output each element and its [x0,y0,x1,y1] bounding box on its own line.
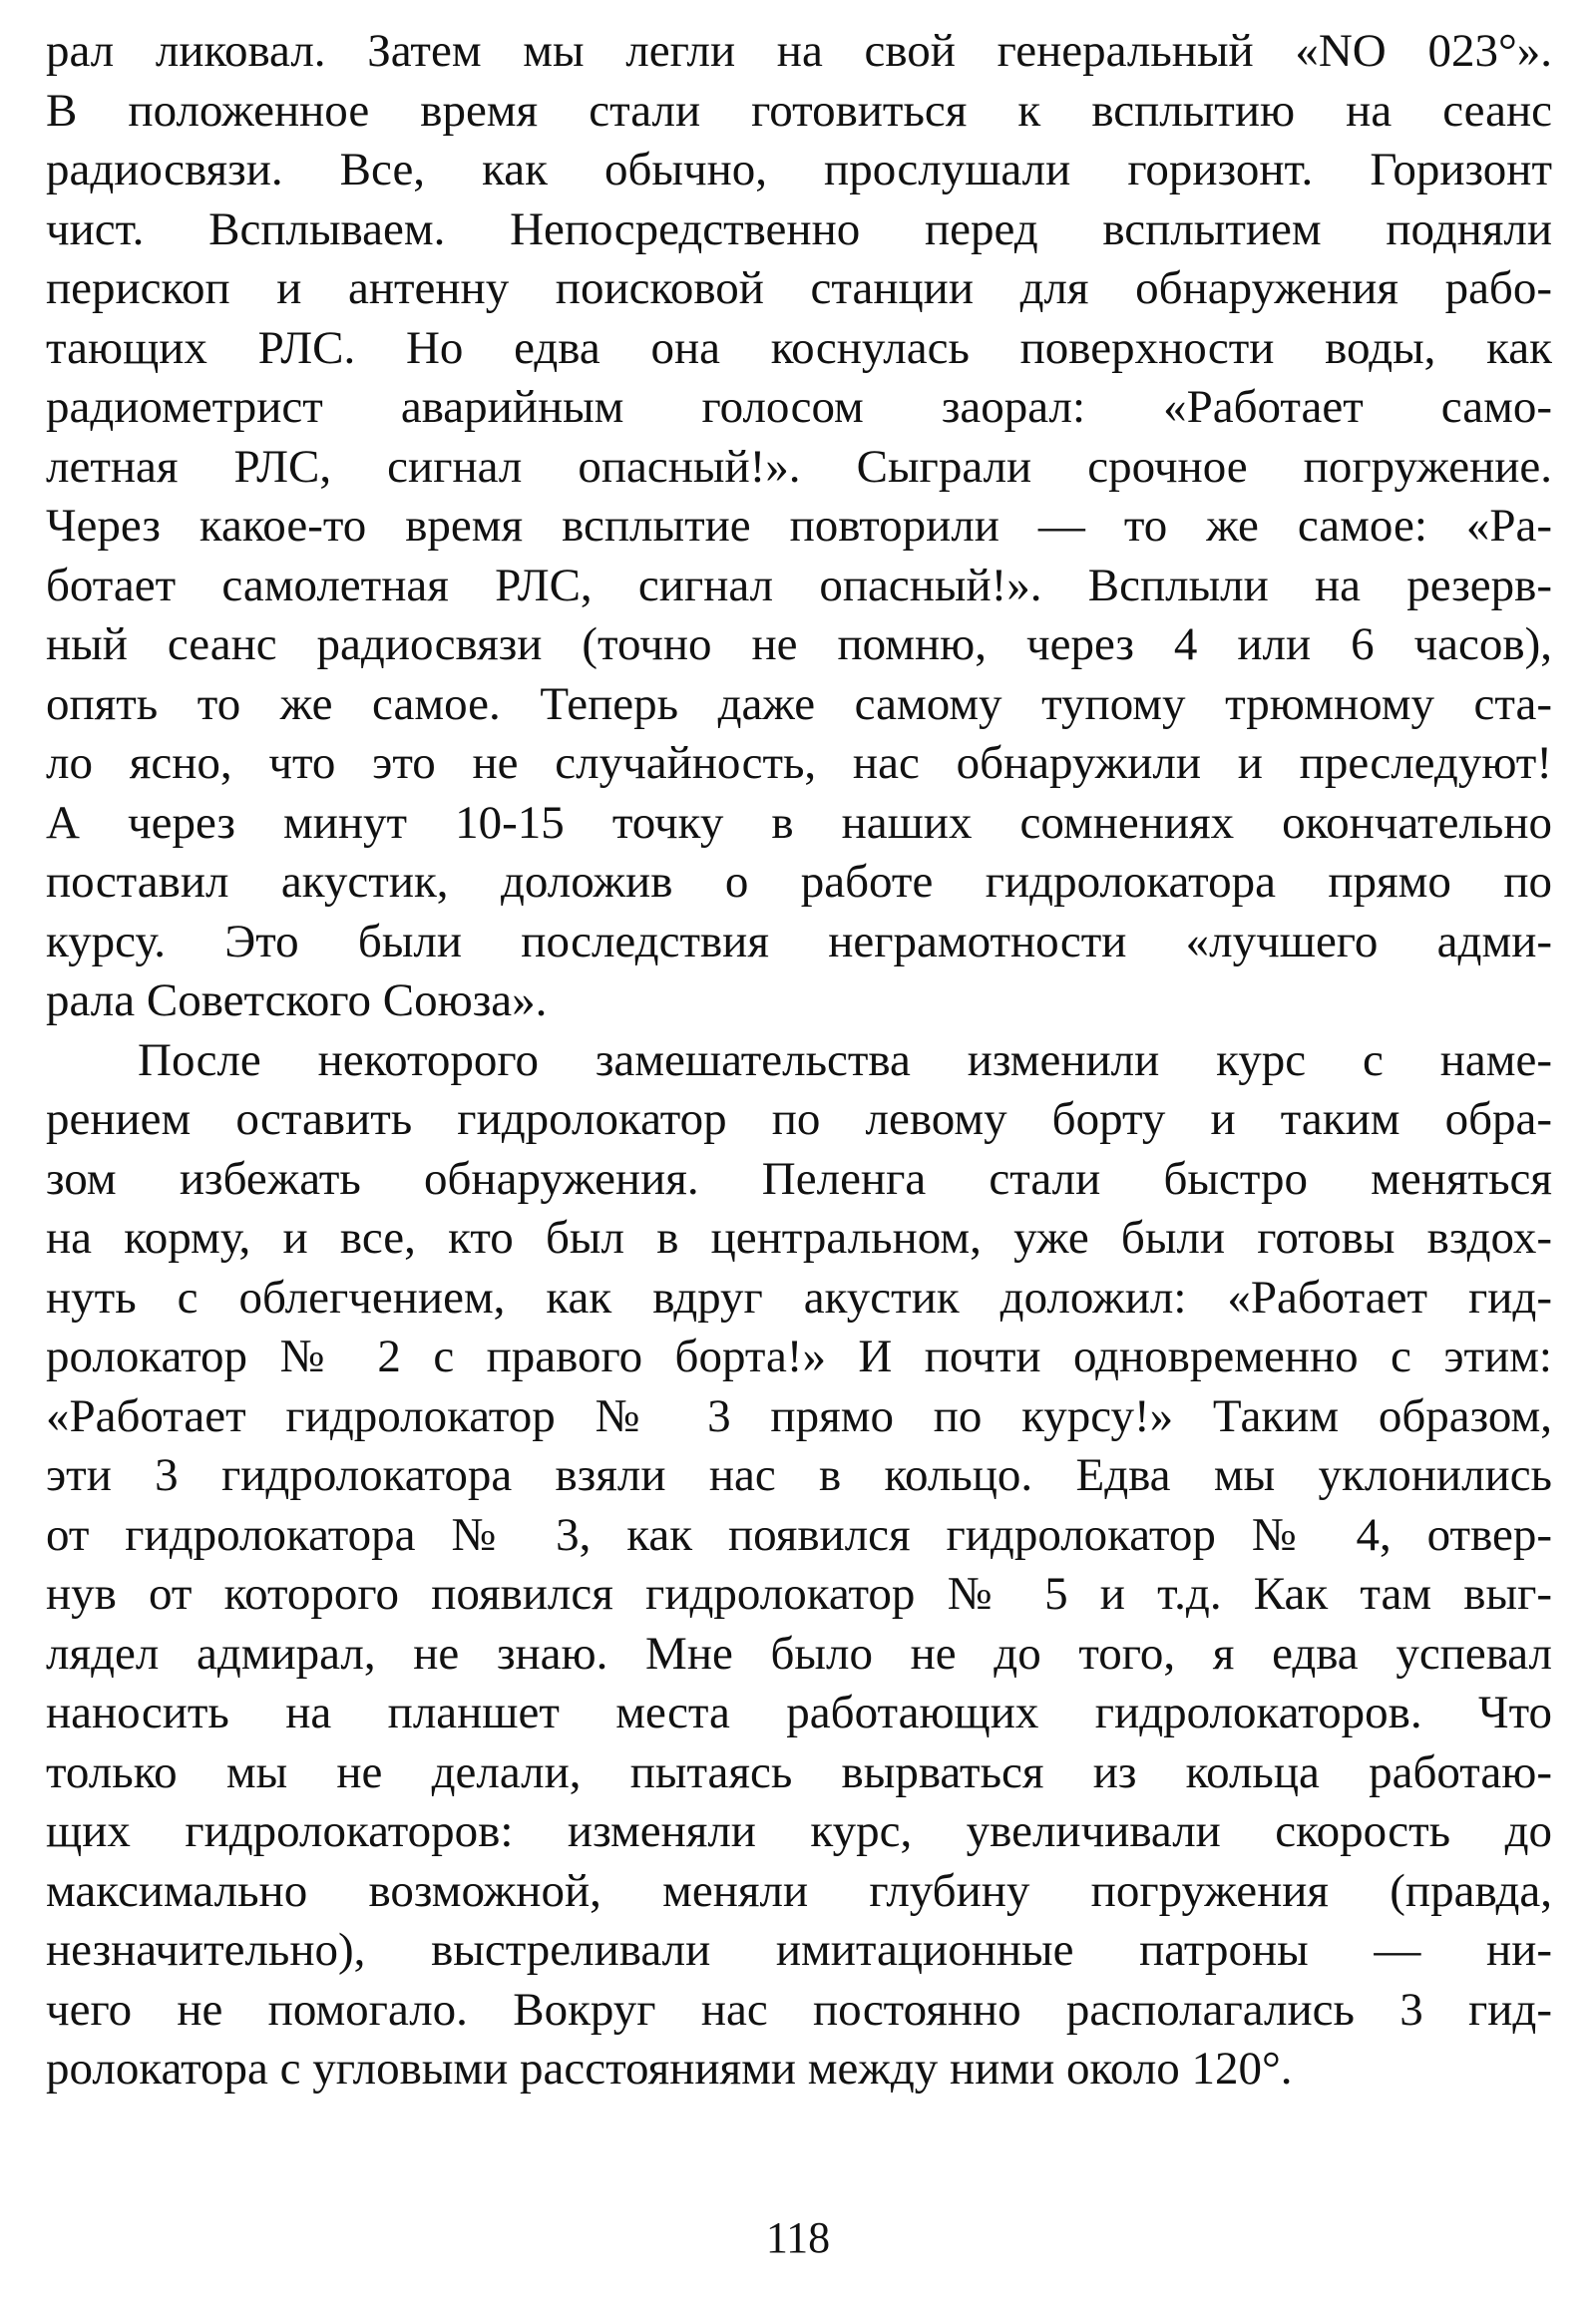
text-line: только мы не делали, пытаясь вырваться из кольца работаю- [46,1745,1552,1798]
text-line: перископ и антенну поисковой станции для обнаружения рабо- [46,262,1552,314]
text-line: зом избежать обнаружения. Пеленга стали быстро меняться [46,1152,1552,1205]
text-line: чист. Всплываем. Непосредственно перед всплытием подняли [46,202,1552,255]
text-line: незначительно), выстреливали имитационные патроны — ни- [46,1924,1552,1976]
text-line: «Работает гидролокатор № 3 прямо по курсу!» Таким образом, [46,1389,1552,1442]
text-line: максимально возможной, меняли глубину погружения (правда, [46,1864,1552,1917]
text-line: чего не помогало. Вокруг нас постоянно располагались 3 гид- [46,1983,1552,2036]
text-line: ролокатора с угловыми расстояниями между ними около 120°. [46,2043,1293,2095]
text-line: на корму, и все, кто был в центральном, уже были готовы вздох- [46,1212,1552,1264]
text-line: рением оставить гидролокатор по левому борту и таким обра- [46,1093,1552,1145]
text-line: наносить на планшет места работающих гидролокаторов. Что [46,1687,1552,1738]
text-line: тающих РЛС. Но едва она коснулась поверхности воды, как [46,321,1552,374]
text-line: летная РЛС, сигнал опасный!». Сыграли срочное погружение. [46,440,1552,493]
text-line: После некоторого замешательства изменили курс с наме- [138,1033,1552,1086]
text-line: щих гидролокаторов: изменяли курс, увеличивали скорость до [46,1805,1552,1857]
text-line: ло ясно, что это не случайность, нас обнаружили и преследуют! [46,737,1552,789]
text-line: ный сеанс радиосвязи (точно не помню, через 4 или 6 часов), [46,618,1552,670]
text-line: А через минут 10-15 точку в наших сомнениях окончательно [46,796,1552,849]
text-line: нув от которого появился гидролокатор № 5 и т.д. Как там выг- [46,1568,1552,1620]
text-line: нуть с облегчением, как вдруг акустик доложил: «Работает гид- [46,1271,1552,1324]
text-line: радиометрист аварийным голосом заорал: «Работает само- [46,381,1552,433]
text-line: рала Советского Союза». [46,974,548,1026]
text-line: радиосвязи. Все, как обычно, прослушали горизонт. Горизонт [46,144,1552,195]
text-line: Через какое-то время всплытие повторили — то же самое: «Ра- [46,500,1552,552]
paragraph-2 [46,1031,1552,2100]
text-line: эти 3 гидролокатора взяли нас в кольцо. Едва мы уклонились [46,1449,1552,1501]
text-line: лядел адмирал, не знаю. Мне было не до того, я едва успевал [46,1627,1552,1680]
text-line: от гидролокатора № 3, как появился гидролокатор № 4, отвер- [46,1508,1552,1561]
text-line: ботает самолетная РЛС, сигнал опасный!». Всплыли на резерв- [46,559,1552,611]
text-line: рал ликовал. Затем мы легли на свой генеральный «NO 023°». [46,25,1552,77]
text-line: В положенное время стали готовиться к всплытию на сеанс [46,84,1552,137]
text-line: курсу. Это были последствия неграмотности «лучшего адми- [46,915,1552,967]
text-line: ролокатор № 2 с правого борта!» И почти одновременно с этим: [46,1331,1552,1382]
paragraph-1 [46,22,1552,1031]
text-line: поставил акустик, доложив о работе гидролокатора прямо по [46,856,1552,908]
text-line: опять то же самое. Теперь даже самому тупому трюмному ста- [46,677,1552,730]
page-number: 118 [765,2213,831,2262]
page-body [46,22,1552,2100]
